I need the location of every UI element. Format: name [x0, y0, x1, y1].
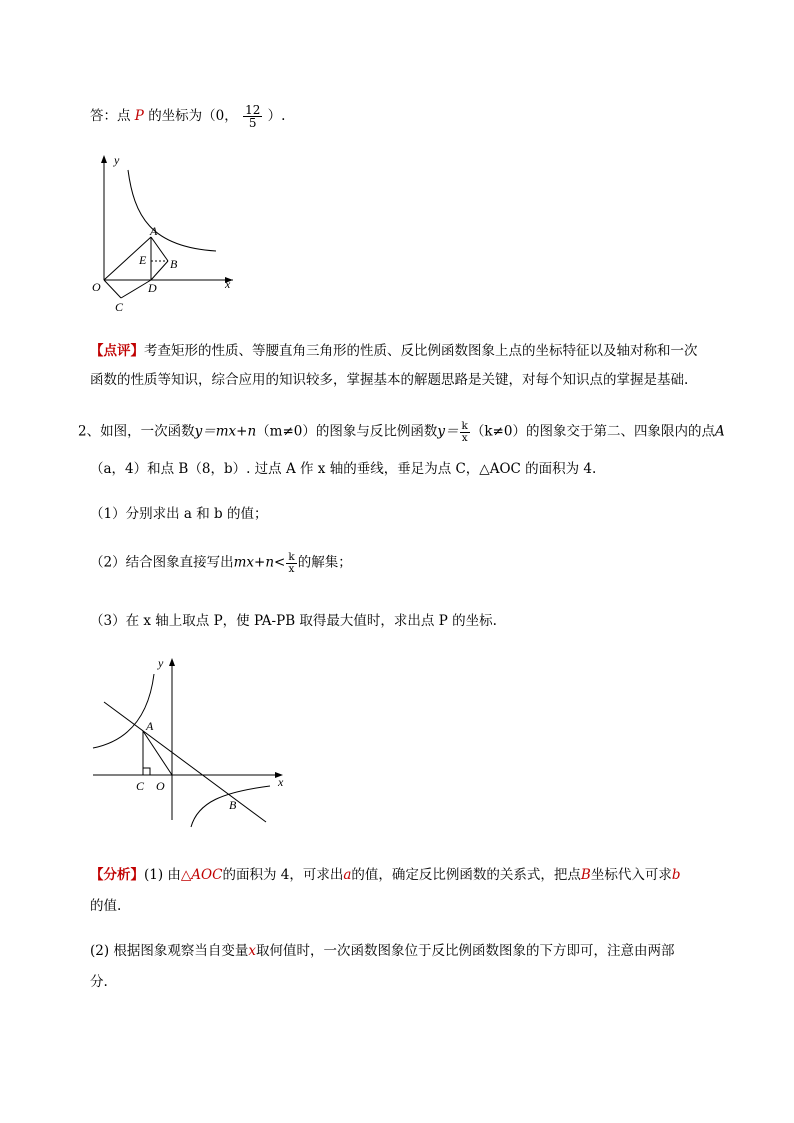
problem2-line-2: （a，4）和点 B（8，b）. 过点 A 作 x 轴的垂线，垂足为点 C，△AOC 的面积为 4. [90, 461, 597, 477]
answer-prefix: 答：点 [90, 108, 131, 124]
fig1-label-O: O [92, 280, 101, 294]
fraction-x: x [460, 432, 470, 444]
problem2-question-2 [90, 552, 352, 574]
figure-2-diagram [88, 652, 298, 832]
fig2-line-AB [104, 702, 266, 822]
analysis-line-3 [90, 942, 675, 960]
problem2-inverse-y: y＝ [437, 423, 459, 440]
analysis-text-c: 的面积为 4，可求出 [222, 867, 344, 883]
q2-fraction [286, 552, 296, 574]
figure-1-diagram [88, 150, 248, 320]
answer-line [90, 104, 285, 129]
problem2-point-a: A [714, 423, 725, 440]
fig1-label-x: x [225, 277, 231, 291]
analysis-text-3a: (2) 根据图象观察当自变量 [90, 943, 249, 959]
analysis-text-3c: 取何值时，一次函数图象位于反比例函数图象的下方即可，注意由两部 [256, 943, 675, 959]
fraction-k: k [461, 420, 468, 432]
q2-suffix: 的解集； [297, 554, 352, 571]
answer-fraction [243, 104, 262, 129]
q2-prefix: （2）结合图象直接写出 [90, 554, 234, 571]
problem2-linear-eq: y＝mx+n [194, 423, 257, 440]
problem2-question-1: （1）分别求出 a 和 b 的值； [90, 506, 268, 522]
fig1-y-arrow [101, 155, 107, 163]
answer-suffix: ）. [267, 108, 286, 124]
fig2-y-arrow [169, 658, 175, 666]
fig1-line-CD [121, 280, 151, 298]
fig1-label-B: B [170, 257, 178, 271]
fig2-hyperbola-left [93, 674, 154, 748]
analysis-text-a: (1) 由 [144, 867, 181, 883]
fig1-label-A: A [150, 224, 158, 238]
problem2-fraction [460, 421, 470, 443]
q2-expression: mx+n< [233, 554, 286, 571]
problem2-cond1: （m≠0）的图象与反比例函数 [256, 423, 438, 440]
fig2-right-angle [143, 768, 150, 775]
analysis-triangle: △AOC [180, 867, 223, 883]
fig2-label-O: O [156, 779, 165, 793]
q2-fraction-k: k [288, 551, 295, 563]
comment-text-1: 考查矩形的性质、等腰直角三角形的性质、反比例函数图象上点的坐标特征以及轴对称和一次 [144, 343, 698, 359]
answer-point-p: P [134, 108, 144, 124]
analysis-tag: 【分析】 [90, 867, 144, 883]
problem2-cond2: （k≠0）的图象交于第二、四象限内的点 [470, 423, 715, 440]
analysis-line-4: 分. [90, 974, 108, 990]
answer-middle: 的坐标为（0， [148, 108, 238, 124]
fig2-label-A: A [146, 719, 154, 733]
fig2-label-x: x [278, 775, 284, 789]
fig2-label-C: C [136, 779, 145, 793]
problem2-number: 2、如图，一次函数 [78, 423, 195, 440]
problem2-line-1 [78, 421, 725, 443]
analysis-text-g: 坐标代入可求 [590, 867, 672, 883]
fraction-numerator: 12 [245, 103, 261, 117]
fig2-label-B: B [229, 798, 237, 812]
analysis-point-b: B [580, 867, 591, 883]
fig1-label-C: C [115, 300, 124, 314]
fig1-label-y: y [114, 153, 120, 167]
fig1-label-E: E [139, 253, 147, 267]
analysis-line-1 [90, 866, 680, 884]
fig1-line-BD [151, 261, 168, 280]
fig1-line-OC [104, 280, 121, 298]
fraction-denominator: 5 [243, 116, 262, 129]
analysis-line-2: 的值. [90, 898, 122, 914]
comment-line-2: 函数的性质等知识，综合应用的知识较多，掌握基本的解题思路是关键，对每个知识点的掌握是基础. [90, 372, 689, 388]
analysis-var-a: a [343, 867, 352, 883]
analysis-text-e: 的值，确定反比例函数的关系式，把点 [351, 867, 581, 883]
problem2-question-3: （3）在 x 轴上取点 P，使 PA-PB 取得最大值时，求出点 P 的坐标. [90, 613, 497, 629]
q2-fraction-x: x [286, 563, 296, 575]
analysis-var-b: b [671, 867, 681, 883]
analysis-var-x: x [248, 943, 257, 959]
fig1-hyperbola [128, 170, 216, 251]
comment-tag: 【点评】 [90, 343, 144, 359]
fig2-label-y: y [158, 656, 164, 670]
fig1-label-D: D [148, 281, 157, 295]
comment-line-1 [90, 342, 698, 360]
fig1-line-AB [151, 237, 168, 261]
